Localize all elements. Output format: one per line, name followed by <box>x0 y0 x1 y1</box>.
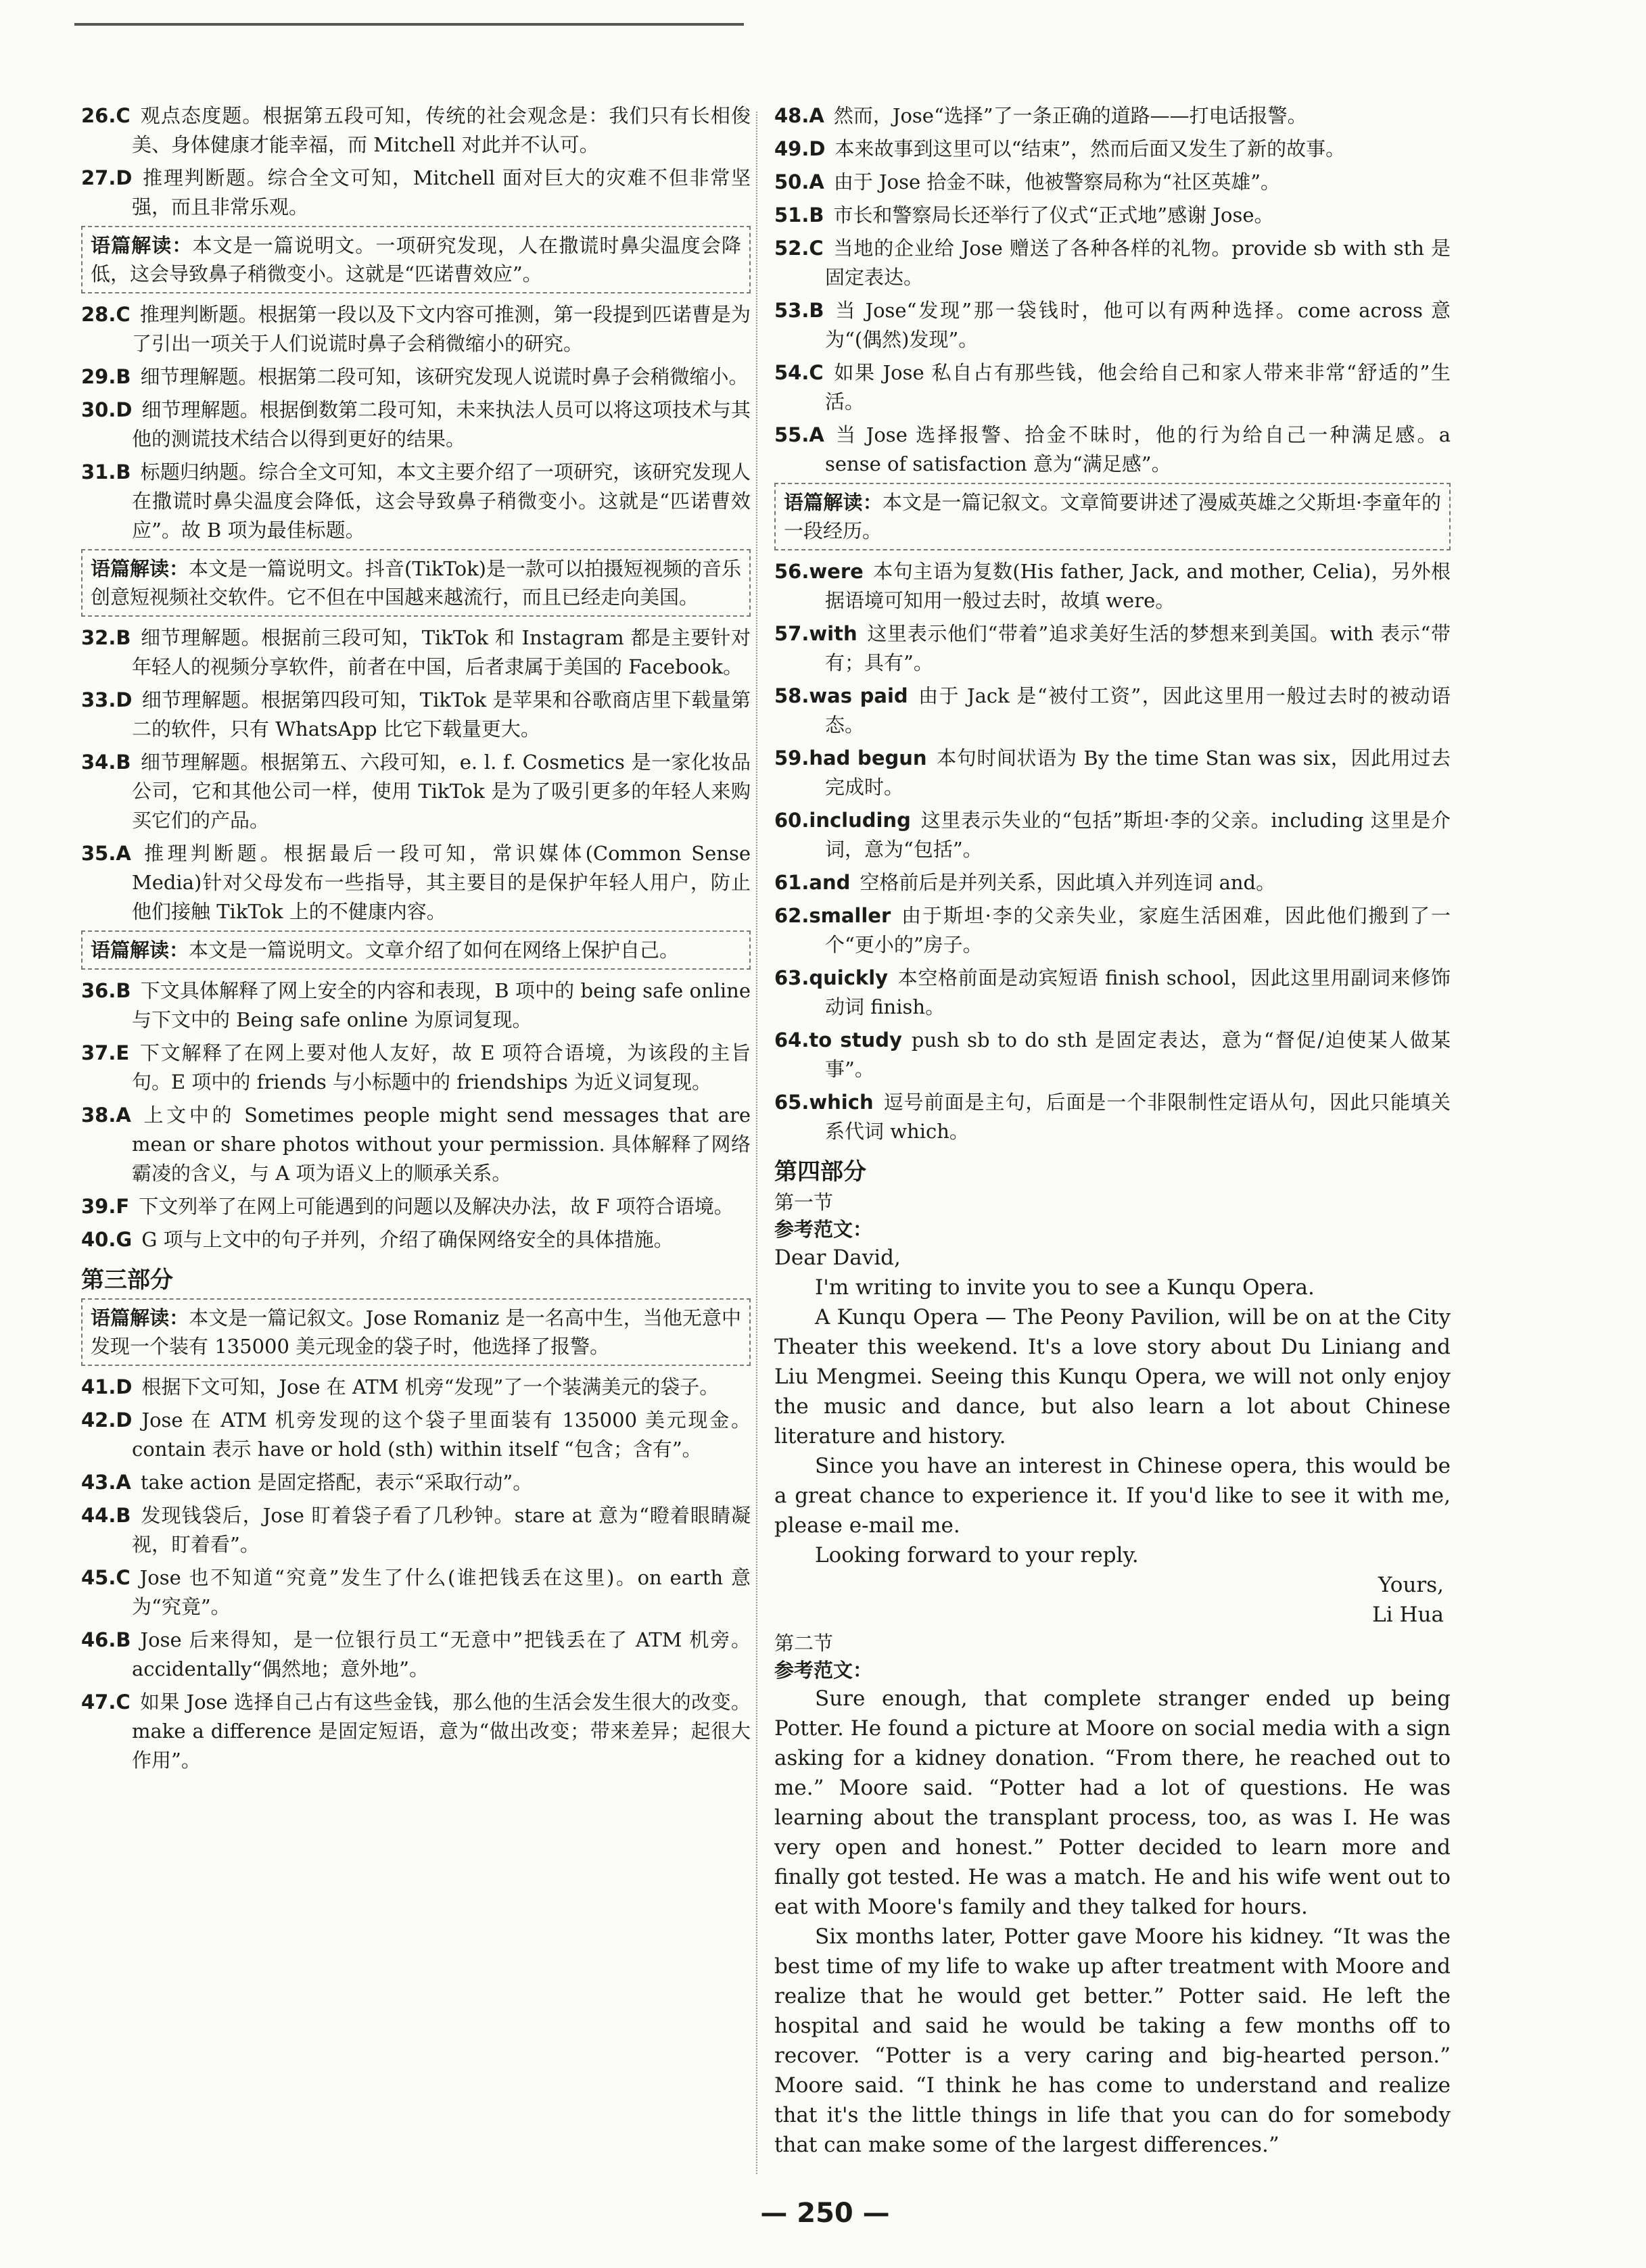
answer-entry <box>774 234 1451 292</box>
answer-explanation: 标题归纳题。综合全文可知，本文主要介绍了一项研究，该研究发现人在撒谎时鼻尖温度会降低，这会导致鼻子稍微变小。这就是“匹诺曹效应”。故 B 项为最佳标题。 <box>132 460 751 542</box>
answer-number: 29.B <box>81 365 131 388</box>
essay-paragraph: Since you have an interest in Chinese opera, this would be a great chance to experience it. If you'd like to see it with me, please e-mail me. <box>774 1454 1451 1538</box>
answer-explanation: 本句主语为复数(His father, Jack, and mother, Celia)，另外根据语境可知用一般过去时，故填 were。 <box>825 560 1451 612</box>
answer-explanation: 这里表示他们“带着”追求美好生活的梦想来到美国。with 表示“带有；具有”。 <box>825 622 1451 674</box>
answer-number: 31.B <box>81 460 131 483</box>
answer-explanation: 当 Jose“发现”那一袋钱时，他可以有两种选择。come across 意为“(偶然)发现”。 <box>825 299 1451 351</box>
answer-explanation: 本来故事到这里可以“结束”，然而后面又发生了新的故事。 <box>834 137 1346 160</box>
passage-analysis-label: 语篇解读： <box>784 491 883 514</box>
essay-paragraph: Yours, <box>1378 1573 1444 1597</box>
answer-entry <box>81 1373 751 1402</box>
answer-explanation: 发现钱袋后，Jose 盯着袋子看了几秒钟。stare at 意为“瞪着眼睛凝视，盯着看”。 <box>132 1504 751 1556</box>
sample-essay-label: 参考范文： <box>774 1659 873 1682</box>
passage-analysis-box <box>81 930 751 970</box>
answer-entry <box>774 682 1451 740</box>
answer-entry <box>81 686 751 744</box>
answer-entry <box>774 1026 1451 1084</box>
answer-number: 64.to study <box>774 1029 902 1052</box>
essay-block <box>774 1302 1451 1451</box>
answer-explanation: 由于斯坦·李的父亲失业，家庭生活困难，因此他们搬到了一个“更小的”房子。 <box>825 904 1451 956</box>
answer-entry <box>81 1039 751 1097</box>
answer-entry <box>774 619 1451 678</box>
answer-number: 28.C <box>81 303 131 326</box>
answer-number: 33.D <box>81 688 133 711</box>
answer-entry <box>774 557 1451 615</box>
answer-entry <box>81 748 751 835</box>
answer-entry <box>81 300 751 358</box>
answer-number: 65.which <box>774 1091 874 1114</box>
subsection-heading: 第二节 <box>774 1632 834 1655</box>
answer-entry <box>81 1192 751 1221</box>
answer-entry <box>81 1101 751 1188</box>
answer-number: 40.G <box>81 1228 133 1251</box>
answer-entry <box>774 964 1451 1022</box>
essay-block <box>774 1570 1451 1600</box>
answer-explanation: Jose 也不知道“究竟”发生了什么(谁把钱丢在这里)。on earth 意为“究竟”。 <box>132 1566 751 1618</box>
answer-number: 27.D <box>81 166 133 189</box>
answer-entry <box>81 1225 751 1254</box>
answer-explanation: 逗号前面是主句，后面是一个非限制性定语从句，因此只能填关系代词 which。 <box>825 1091 1451 1143</box>
answer-number: 37.E <box>81 1041 130 1064</box>
answer-number: 43.A <box>81 1471 131 1494</box>
answer-number: 54.C <box>774 361 824 384</box>
answer-explanation: 观点态度题。根据第五段可知，传统的社会观念是：我们只有长相俊美、身体健康才能幸福，而 Mitchell 对此并不认可。 <box>132 104 751 156</box>
passage-analysis-box <box>81 226 751 293</box>
left-column <box>81 101 751 1779</box>
subsection-heading: 第一节 <box>774 1191 834 1214</box>
answer-entry <box>774 421 1451 479</box>
answer-explanation: take action 是固定搭配，表示“采取行动”。 <box>140 1471 533 1494</box>
answer-entry <box>81 1688 751 1775</box>
passage-analysis-text: 本文是一篇说明文。文章介绍了如何在网络上保护自己。 <box>189 939 680 962</box>
essay-block <box>774 1600 1451 1630</box>
answer-entry <box>774 806 1451 864</box>
answer-number: 58.was paid <box>774 684 908 707</box>
answer-explanation: 下文列举了在网上可能遇到的问题以及解决办法，故 F 项符合语境。 <box>139 1195 734 1218</box>
answer-explanation: 细节理解题。根据第四段可知，TikTok 是苹果和谷歌商店里下载量第二的软件，只有 WhatsApp 比它下载量更大。 <box>132 688 751 740</box>
answer-entry <box>81 362 751 392</box>
answer-number: 59.had begun <box>774 747 927 770</box>
answer-entry <box>81 164 751 222</box>
section-heading: 第四部分 <box>774 1158 866 1185</box>
answer-explanation: G 项与上文中的句子并列，介绍了确保网络安全的具体措施。 <box>141 1228 674 1251</box>
essay-paragraph: Six months later, Potter gave Moore his kidney. “It was the best time of my life to wake up after treatment with Moore and realize that he would get better.” Potter said. He left the hospital and said he would be taking a few months off to recover. “Potter is a very caring and big-hearted person.” Moore said. “I think he has come to understand and realize that it's the little things in life that you can do for somebody that can make some of the largest differences.” <box>774 1924 1451 2157</box>
answer-number: 45.C <box>81 1566 131 1589</box>
answer-number: 53.B <box>774 299 824 322</box>
passage-analysis-label: 语篇解读： <box>91 939 189 962</box>
right-column <box>774 101 1451 2160</box>
answer-explanation: 市长和警察局长还举行了仪式“正式地”感谢 Jose。 <box>833 204 1274 227</box>
answer-explanation: 本空格前面是动宾短语 finish school，因此这里用副词来修饰动词 finish。 <box>825 966 1451 1018</box>
passage-analysis-text: 本文是一篇记叙文。Jose Romaniz 是一名高中生，当他无意中发现一个装有 135000 美元现金的袋子时，他选择了报警。 <box>91 1306 741 1358</box>
answer-number: 26.C <box>81 104 131 127</box>
answer-number: 51.B <box>774 204 824 227</box>
essay-paragraph: Dear David, <box>774 1246 901 1270</box>
passage-analysis-label: 语篇解读： <box>91 1306 189 1329</box>
answer-number: 44.B <box>81 1504 131 1527</box>
essay-paragraph: I'm writing to invite you to see a Kunqu Opera. <box>815 1275 1315 1300</box>
answer-entry <box>774 101 1451 131</box>
answer-entry <box>774 168 1451 197</box>
answer-entry <box>81 1626 751 1684</box>
answer-number: 50.A <box>774 170 824 193</box>
passage-analysis-text: 本文是一篇说明文。一项研究发现，人在撒谎时鼻尖温度会降低，这会导致鼻子稍微变小。这就是“匹诺曹效应”。 <box>91 234 741 285</box>
answer-number: 32.B <box>81 626 131 649</box>
answer-number: 30.D <box>81 398 133 421</box>
page-number: — 250 — <box>760 2198 890 2229</box>
answer-explanation: 细节理解题。根据第二段可知，该研究发现人说谎时鼻子会稍微缩小。 <box>140 365 749 388</box>
passage-analysis-box <box>774 483 1451 550</box>
essay-block <box>774 1451 1451 1540</box>
essay-paragraph: Sure enough, that complete stranger ended up being Potter. He found a picture at Moore on social media with a sign asking for a kidney donation. “From there, he reached out to me.” Moore said. “Potter had a lot of questions. He was learning about the transplant process, too, as was I. He was very open and honest.” Potter decided to learn more and finally got tested. He was a match. He and his wife went out to eat with Moore's family and they talked for hours. <box>774 1686 1451 1919</box>
answer-explanation: Jose 后来得知，是一位银行员工“无意中”把钱丢在了 ATM 机旁。accidentally“偶然地；意外地”。 <box>132 1628 751 1680</box>
answer-explanation: 由于 Jose 拾金不昧，他被警察局称为“社区英雄”。 <box>833 170 1281 193</box>
answer-explanation: 细节理解题。根据前三段可知，TikTok 和 Instagram 都是主要针对年轻人的视频分享软件，前者在中国，后者隶属于美国的 Facebook。 <box>132 626 751 678</box>
answer-number: 57.with <box>774 622 857 645</box>
answer-explanation: 如果 Jose 选择自己占有这些金钱，那么他的生活会发生很大的改变。make a difference 是固定短语，意为“做出改变；带来差异；起很大作用”。 <box>132 1691 751 1772</box>
answer-explanation: 如果 Jose 私自占有那些钱，他会给自己和家人带来非常“舒适的”生活。 <box>825 361 1451 413</box>
essay-block <box>774 1243 1451 1273</box>
answer-entry <box>774 1088 1451 1146</box>
answer-entry <box>81 396 751 454</box>
passage-analysis-box <box>81 549 751 617</box>
essay-block <box>774 1684 1451 1922</box>
answer-number: 61.and <box>774 871 851 894</box>
answer-explanation: 推理判断题。综合全文可知，Mitchell 面对巨大的灾难不但非常坚强，而且非常乐观。 <box>132 166 751 218</box>
passage-analysis-text: 本文是一篇记叙文。文章简要讲述了漫威英雄之父斯坦·李童年的一段经历。 <box>784 491 1441 542</box>
answer-number: 38.A <box>81 1104 131 1127</box>
answer-explanation: 空格前后是并列关系，因此填入并列连词 and。 <box>860 871 1276 894</box>
answer-number: 60.including <box>774 809 911 832</box>
answer-number: 35.A <box>81 842 131 865</box>
answer-explanation: 推理判断题。根据最后一段可知，常识媒体(Common Sense Media)针对父母发布一些指导，其主要目的是保护年轻人用户，防止他们接触 TikTok 上的不健康内容。 <box>132 842 751 923</box>
answer-number: 36.B <box>81 979 131 1002</box>
answer-explanation: 这里表示失业的“包括”斯坦·李的父亲。including 这里是介词，意为“包括”。 <box>825 809 1451 861</box>
section-heading: 第三部分 <box>81 1267 173 1294</box>
answer-number: 34.B <box>81 751 131 774</box>
answer-entry <box>81 101 751 160</box>
answer-explanation: 下文解释了在网上要对他人友好，故 E 项符合语境，为该段的主旨句。E 项中的 friends 与小标题中的 friendships 为近义词复现。 <box>132 1041 751 1093</box>
answer-entry <box>774 135 1451 164</box>
answer-entry <box>774 901 1451 960</box>
passage-analysis-label: 语篇解读： <box>91 234 193 257</box>
answer-number: 39.F <box>81 1195 130 1218</box>
answer-entry <box>81 623 751 682</box>
essay-paragraph: Looking forward to your reply. <box>815 1543 1139 1567</box>
answer-explanation: 下文具体解释了网上安全的内容和表现，B 项中的 being safe online 与下文中的 Being safe online 为原词复现。 <box>132 979 751 1031</box>
answer-entry <box>81 976 751 1035</box>
answer-explanation: Jose 在 ATM 机旁发现的这个袋子里面装有 135000 美元现金。contain 表示 have or hold (sth) within itself “包含；含有”。 <box>132 1409 751 1461</box>
answer-number: 52.C <box>774 237 824 260</box>
answer-explanation: 细节理解题。根据倒数第二段可知，未来执法人员可以将这项技术与其他的测谎技术结合以得到更好的结果。 <box>132 398 751 450</box>
answer-number: 46.B <box>81 1628 131 1651</box>
answer-number: 47.C <box>81 1691 131 1714</box>
answer-number: 48.A <box>774 104 824 127</box>
answer-explanation: 细节理解题。根据第五、六段可知，e. l. f. Cosmetics 是一家化妆品公司，它和其他公司一样，使用 TikTok 是为了吸引更多的年轻人来购买它们的产品。 <box>132 751 751 832</box>
answer-entry <box>774 296 1451 354</box>
answer-explanation: 根据下文可知，Jose 在 ATM 机旁“发现”了一个装满美元的袋子。 <box>141 1375 720 1398</box>
answer-number: 62.smaller <box>774 904 891 927</box>
answer-explanation: 本句时间状语为 By the time Stan was six，因此用过去完成时。 <box>825 747 1451 799</box>
answer-number: 49.D <box>774 137 826 160</box>
column-divider <box>756 112 757 2174</box>
passage-analysis-box <box>81 1298 751 1366</box>
answer-entry <box>81 1501 751 1559</box>
answer-explanation: 然而，Jose“选择”了一条正确的道路——打电话报警。 <box>833 104 1307 127</box>
answer-number: 56.were <box>774 560 864 583</box>
answer-explanation: 由于 Jack 是“被付工资”，因此这里用一般过去时的被动语态。 <box>825 684 1451 736</box>
essay-block <box>774 1540 1451 1570</box>
top-rule <box>74 23 744 26</box>
answer-explanation: 上文中的 Sometimes people might send messages that are mean or share photos without your permission. 具体解释了网络霸凌的含义，与 A 项为语义上的顺承关系。 <box>132 1104 751 1185</box>
answer-number: 42.D <box>81 1409 133 1432</box>
answer-number: 41.D <box>81 1375 133 1398</box>
essay-paragraph: A Kunqu Opera — The Peony Pavilion, will be on at the City Theater this weekend. It's a love story about Du Liniang and Liu Mengmei. Seeing this Kunqu Opera, we will not only enjoy the music and dance, but also learn a lot about Chinese literature and history. <box>774 1305 1451 1448</box>
answer-number: 63.quickly <box>774 966 889 989</box>
passage-analysis-label: 语篇解读： <box>91 557 189 580</box>
answer-entry <box>81 1406 751 1464</box>
essay-block <box>774 1922 1451 2160</box>
answer-entry <box>774 358 1451 417</box>
essay-block <box>774 1273 1451 1302</box>
answer-entry <box>774 744 1451 802</box>
answer-entry <box>774 868 1451 897</box>
answer-entry <box>774 201 1451 230</box>
answer-entry <box>81 1563 751 1622</box>
answer-entry <box>81 458 751 545</box>
answer-entry <box>81 1468 751 1497</box>
answer-number: 55.A <box>774 423 824 446</box>
essay-paragraph: Li Hua <box>1372 1603 1444 1627</box>
answer-explanation: 当 Jose 选择报警、拾金不昧时，他的行为给自己一种满足感。a sense of satisfaction 意为“满足感”。 <box>825 423 1451 475</box>
answer-entry <box>81 839 751 926</box>
answer-explanation: 当地的企业给 Jose 赠送了各种各样的礼物。provide sb with sth 是固定表达。 <box>825 237 1451 289</box>
answer-explanation: push sb to do sth 是固定表达，意为“督促/迫使某人做某事”。 <box>825 1029 1451 1081</box>
answer-explanation: 推理判断题。根据第一段以及下文内容可推测，第一段提到匹诺曹是为了引出一项关于人们说谎时鼻子会稍微缩小的研究。 <box>132 303 751 355</box>
passage-analysis-text: 本文是一篇说明文。抖音(TikTok)是一款可以拍摄短视频的音乐创意短视频社交软件。它不但在中国越来越流行，而且已经走向美国。 <box>91 557 741 609</box>
sample-essay-label: 参考范文： <box>774 1218 873 1241</box>
